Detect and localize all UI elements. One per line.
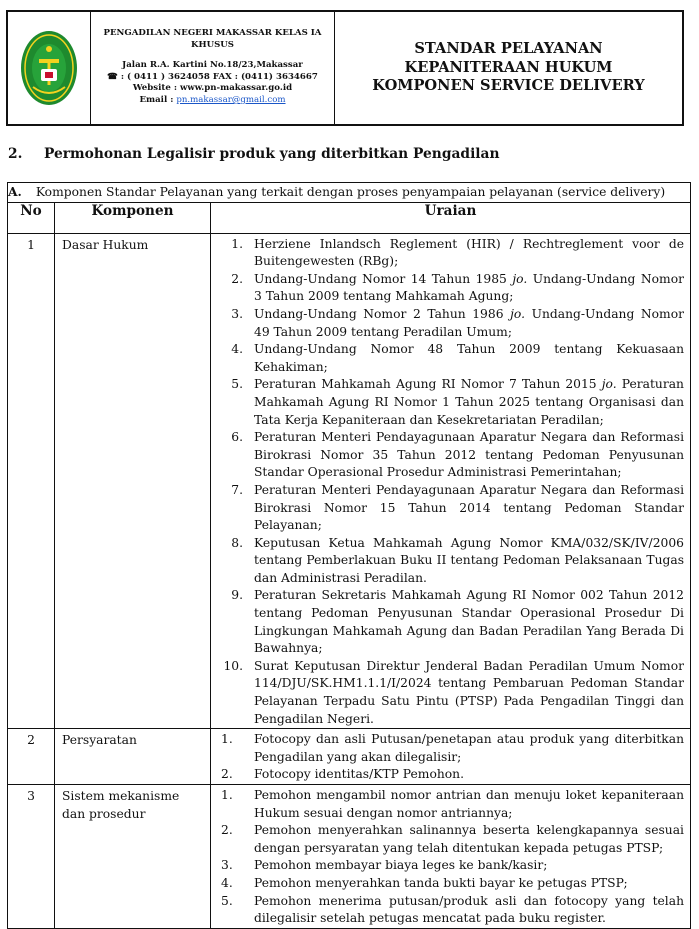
list-item-number: 3. <box>231 306 243 321</box>
list-item-number: 6. <box>231 430 243 445</box>
list-item-text: Peraturan Mahkamah Agung RI Nomor 7 Tahun 2015 jo. Peraturan Mahkamah Agung RI Nomor 1 Tahun 2025 tentang Organisasi dan Tata Kerja Kepaniteraan dan Kesekretariatan Peradilan; <box>254 377 684 427</box>
court-info <box>91 12 335 124</box>
row-number: 1 <box>8 233 55 729</box>
list-item-number: 1. <box>231 236 243 251</box>
court-emblem-logo <box>19 29 79 107</box>
list-item <box>221 893 684 928</box>
list-item-number: 7. <box>231 482 243 497</box>
column-header-uraian: Uraian <box>211 202 691 233</box>
table-row <box>8 729 691 785</box>
section-number: 2. <box>8 146 23 162</box>
section-title: Permohonan Legalisir produk yang diterbitkan Pengadilan <box>44 146 500 162</box>
service-standard-table <box>7 182 691 929</box>
list-item-number: 1. <box>221 788 233 802</box>
list-item-text: Surat Keputusan Direktur Jenderal Badan Peradilan Umum Nomor 114/DJU/SK.HM1.1.1/I/2024 tentang Pembaruan Pedoman Standar Pelayanan Terpadu Satu Pintu (PTSP) Pada Pengadilan Tinggi dan Pengadilan Negeri. <box>254 658 684 726</box>
list-item-text: Pemohon menyerahkan tanda bukti bayar ke petugas PTSP; <box>254 875 628 890</box>
list-item-number: 3. <box>221 858 233 873</box>
document-title <box>335 12 682 124</box>
list-item <box>221 482 684 535</box>
list-item-number: 8. <box>231 535 243 550</box>
court-name: PENGADILAN NEGERI MAKASSAR KELAS IA KHUSUS <box>103 28 322 50</box>
list-item <box>221 787 684 822</box>
list-item-text: Pemohon mengambil nomor antrian dan menuju loket kepaniteraan Hukum sesuai dengan nomor antriannya; <box>254 788 684 820</box>
list-item <box>221 306 684 341</box>
title-line-2: KEPANITERAAN HUKUM <box>404 58 613 76</box>
list-item <box>221 535 684 588</box>
list-item <box>221 429 684 482</box>
row-komponen: Persyaratan <box>55 729 211 785</box>
title-line-1: STANDAR PELAYANAN <box>414 39 603 57</box>
logo-cell <box>8 12 91 124</box>
list-item <box>221 658 684 728</box>
section-heading <box>8 146 500 162</box>
list-item-number: 2. <box>221 823 233 838</box>
list-item <box>221 271 684 306</box>
court-address: Jalan R.A. Kartini No.18/23,Makassar <box>122 60 303 71</box>
list-item-number: 4. <box>231 342 243 357</box>
list-item <box>221 857 684 875</box>
row-uraian <box>211 785 691 929</box>
list-item <box>221 875 684 893</box>
table-row <box>8 233 691 729</box>
row-uraian <box>211 233 691 729</box>
list-item-number: 2. <box>221 767 233 782</box>
table-row <box>8 785 691 929</box>
email-link[interactable]: pn.makassar@gmail.com <box>176 94 286 105</box>
court-email <box>91 95 334 107</box>
list-item <box>221 376 684 429</box>
group-title: Komponen Standar Pelayanan yang terkait dengan proses penyampaian pelayanan (service delivery) <box>35 185 666 199</box>
list-item-number: 4. <box>221 875 233 890</box>
list-item <box>221 731 684 766</box>
table-header-row <box>8 202 691 233</box>
uraian-list <box>221 731 684 784</box>
list-item-number: 10. <box>223 658 243 673</box>
uraian-list <box>221 787 684 928</box>
column-header-komponen: Komponen <box>55 202 211 233</box>
column-header-no: No <box>8 202 55 233</box>
list-item-number: 9. <box>231 588 243 603</box>
list-item-text: Pemohon menerima putusan/produk asli dan fotocopy yang telah dilegalisir setelah petugas mencatat pada buku register. <box>254 893 684 926</box>
list-item <box>221 822 684 857</box>
list-item-text: Pemohon menyerahkan salinannya beserta kelengkapannya sesuai dengan persyaratan yang telah ditentukan kepada petugas PTSP; <box>254 823 684 855</box>
group-row <box>8 183 691 203</box>
list-item-text: Herziene Inlandsch Reglement (HIR) / Rechtreglement voor de Buitengewesten (RBg); <box>254 236 684 269</box>
list-item-number: 1. <box>221 732 233 747</box>
document-header <box>6 10 684 126</box>
list-item-text: Undang-Undang Nomor 14 Tahun 1985 jo. Undang-Undang Nomor 3 Tahun 2009 tentang Mahkamah Agung; <box>254 271 684 304</box>
list-item-text: Keputusan Ketua Mahkamah Agung Nomor KMA/032/SK/IV/2006 tentang Pemberlakuan Buku II tentang Pedoman Pelaksanaan Tugas dan Administrasi Peradilan. <box>254 535 684 585</box>
list-item <box>221 766 684 784</box>
row-uraian <box>211 729 691 785</box>
list-item-text: Peraturan Sekretaris Mahkamah Agung RI Nomor 002 Tahun 2012 tentang Pedoman Penyusunan Standar Operasional Prosedur Di Lingkungan Mahkamah Agung dan Badan Peradilan Yang Berada Di Bawahnya; <box>254 588 684 656</box>
court-website: Website : www.pn-makassar.go.id <box>132 83 293 94</box>
list-item-text: Undang-Undang Nomor 48 Tahun 2009 tentang Kekuasaan Kehakiman; <box>254 342 684 374</box>
list-item-text: Fotocopy identitas/KTP Pemohon. <box>254 767 465 782</box>
list-item <box>221 341 684 376</box>
email-label: Email : <box>139 94 174 105</box>
row-komponen: Dasar Hukum <box>55 233 211 729</box>
row-komponen: Sistem mekanisme dan prosedur <box>55 785 211 929</box>
list-item <box>221 236 684 271</box>
uraian-list <box>221 236 684 729</box>
list-item-text: Fotocopy dan asli Putusan/penetapan atau produk yang diterbitkan Pengadilan yang akan dilegalisir; <box>254 732 684 764</box>
list-item-number: 2. <box>231 271 243 286</box>
court-phone-fax: ☎ : ( 0411 ) 3624058 FAX : (0411) 3634667 <box>107 71 318 82</box>
row-number: 2 <box>8 729 55 785</box>
list-item-number: 5. <box>231 377 243 392</box>
list-item-text: Pemohon membayar biaya leges ke bank/kasir; <box>254 858 548 873</box>
list-item <box>221 587 684 657</box>
list-item-number: 5. <box>221 893 233 908</box>
list-item-text: Peraturan Menteri Pendayagunaan Aparatur Negara dan Reformasi Birokrasi Nomor 35 Tahun 2012 tentang Pedoman Penyusunan Standar Operasional Prosedur Administrasi Pemerintahan; <box>254 430 684 480</box>
list-item-text: Undang-Undang Nomor 2 Tahun 1986 jo. Undang-Undang Nomor 49 Tahun 2009 tentang Peradilan Umum; <box>254 306 684 339</box>
row-number: 3 <box>8 785 55 929</box>
group-label: A. <box>8 184 22 199</box>
list-item-text: Peraturan Menteri Pendayagunaan Aparatur Negara dan Reformasi Birokrasi Nomor 15 Tahun 2014 tentang Pedoman Standar Pelayanan; <box>254 482 684 533</box>
title-line-3: KOMPONEN SERVICE DELIVERY <box>372 77 645 95</box>
